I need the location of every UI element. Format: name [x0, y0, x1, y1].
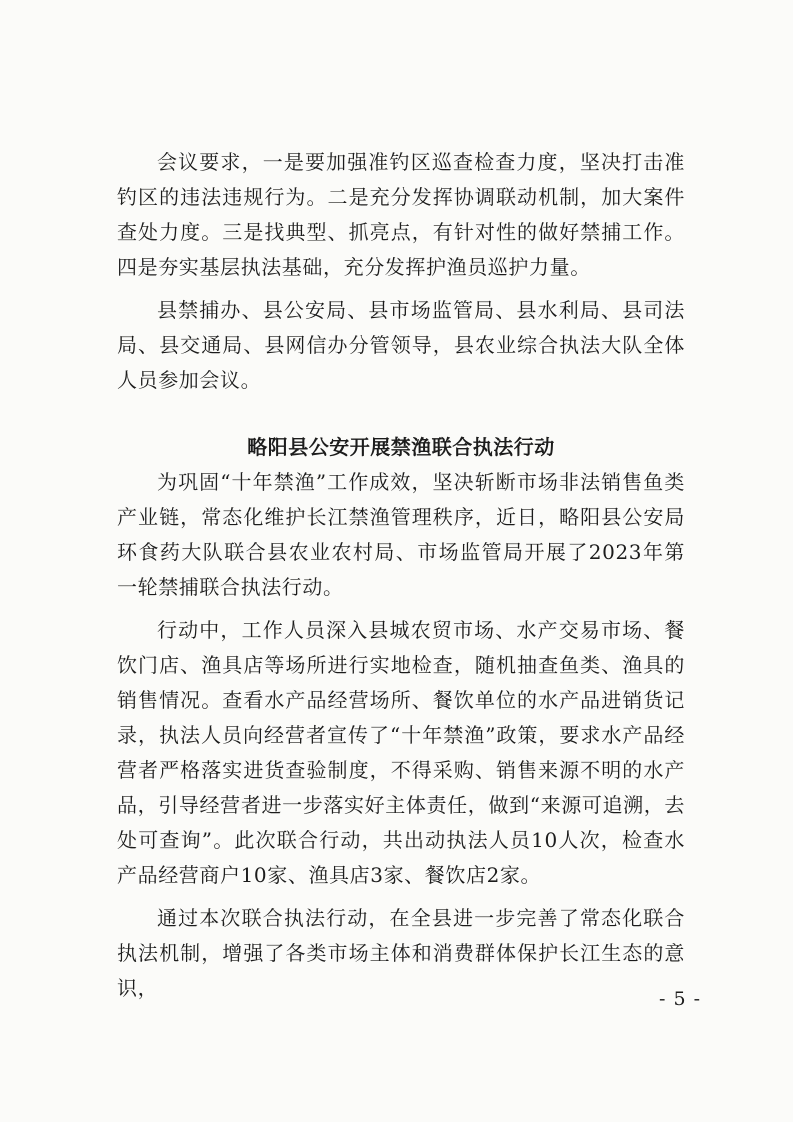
paragraph-attendees: 县禁捕办、县公安局、县市场监管局、县水利局、县司法局、县交通局、县网信办分管领导，县农业综合执法大队全体人员参加会议。	[117, 298, 685, 392]
document-body	[117, 145, 685, 1006]
paragraph-action-details: 行动中，工作人员深入县城农贸市场、水产交易市场、餐饮门店、渔具店等场所进行实地检查，随机抽查鱼类、渔具的销售情况。查看水产品经营场所、餐饮单位的水产品进销货记录，执法人员向经营者宣传了“十年禁渔”政策，要求水产品经营者严格落实进货查验制度，不得采购、销售来源不明的水产品，引导经营者进一步落实好主体责任，做到“来源可追溯，去处可查询”。此次联合行动，共出动执法人员10人次，检查水产品经营商户10家、渔具店3家、餐饮店2家。	[117, 618, 685, 887]
article-headline: 略阳县公安开展禁渔联合执法行动	[247, 435, 555, 459]
paragraph-meeting-requirements: 会议要求，一是要加强准钓区巡查检查力度，坚决打击准钓区的违法违规行为。二是充分发挥协调联动机制，加大案件查处力度。三是找典型、抓亮点，有针对性的做好禁捕工作。四是夯实基层执法基础，充分发挥护渔员巡护力量。	[117, 150, 685, 279]
page-number: - 5 -	[658, 988, 701, 1010]
paragraph-intro: 为巩固“十年禁渔”工作成效，坚决斩断市场非法销售鱼类产业链，常态化维护长江禁渔管理秩序，近日，略阳县公安局环食药大队联合县农业农村局、市场监管局开展了2023年第一轮禁捕联合执法行动。	[117, 470, 685, 599]
paragraph-conclusion: 通过本次联合执法行动，在全县进一步完善了常态化联合执法机制，增强了各类市场主体和消费群体保护长江生态的意识，	[117, 906, 685, 1000]
